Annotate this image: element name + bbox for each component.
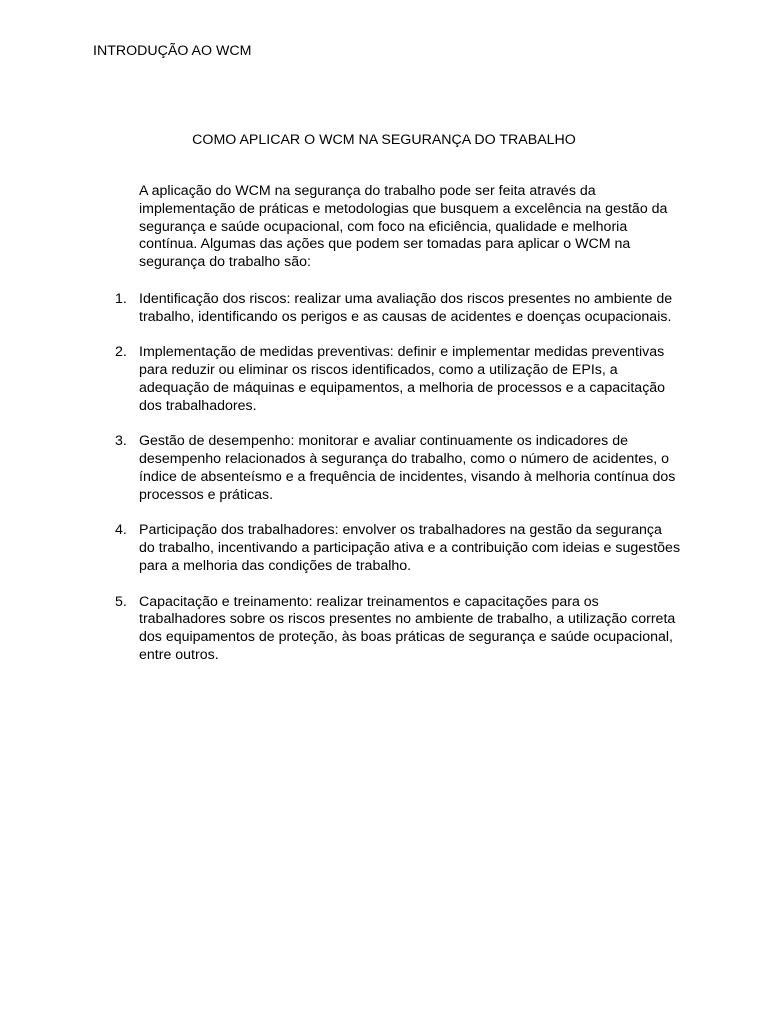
list-item-text: Capacitação e treinamento: realizar treinamentos e capacitações para os trabalhadores sobre os riscos presentes no ambiente de trabalho, a utilização correta dos equipamentos de proteção, às boas práticas de segurança e saúde ocupacional, entre outros. [139, 593, 676, 663]
action-list [115, 291, 681, 683]
list-item-number: 5. [115, 593, 127, 610]
list-item-number: 4. [115, 522, 127, 539]
list-item [115, 433, 681, 504]
list-item-text: Gestão de desempenho: monitorar e avaliar continuamente os indicadores de desempenho relacionados à segurança do trabalho, como o número de acidentes, o índice de absenteísmo e a frequência de incidentes, visando à melhoria contínua dos processos e práticas. [139, 433, 676, 503]
document-title: COMO APLICAR O WCM NA SEGURANÇA DO TRABALHO [192, 132, 576, 148]
list-item-text: Identificação dos riscos: realizar uma avaliação dos riscos presentes no ambiente de trabalho, identificando os perigos e as causas de acidentes e doenças ocupacionais. [139, 291, 673, 325]
list-item-text: Participação dos trabalhadores: envolver os trabalhadores na gestão da segurança do trabalho, incentivando a participação ativa e a contribuição com ideias e sugestões para a melhoria das condições de trabalho. [139, 522, 681, 574]
list-item-number: 3. [115, 433, 127, 450]
list-item [115, 291, 681, 327]
list-item-number: 1. [115, 291, 127, 307]
list-item [115, 522, 681, 575]
list-item-text: Implementação de medidas preventivas: definir e implementar medidas preventivas para reduzir ou eliminar os riscos identificados, como a utilização de EPIs, a adequação de máquinas e equipamentos, a melhoria de processos e a capacitação dos trabalhadores. [139, 344, 666, 414]
document-header: INTRODUÇÃO AO WCM [93, 43, 252, 59]
list-item [115, 594, 681, 665]
intro-paragraph: A aplicação do WCM na segurança do trabalho pode ser feita através da implementação de práticas e metodologias que busquem a excelência na gestão da segurança e saúde ocupacional, com foco na eficiência, qualidade e melhoria contínua. Algumas das ações que podem ser tomadas para aplicar o WCM na segurança do trabalho são: [139, 183, 668, 271]
list-item [115, 344, 681, 415]
list-item-number: 2. [115, 344, 127, 361]
